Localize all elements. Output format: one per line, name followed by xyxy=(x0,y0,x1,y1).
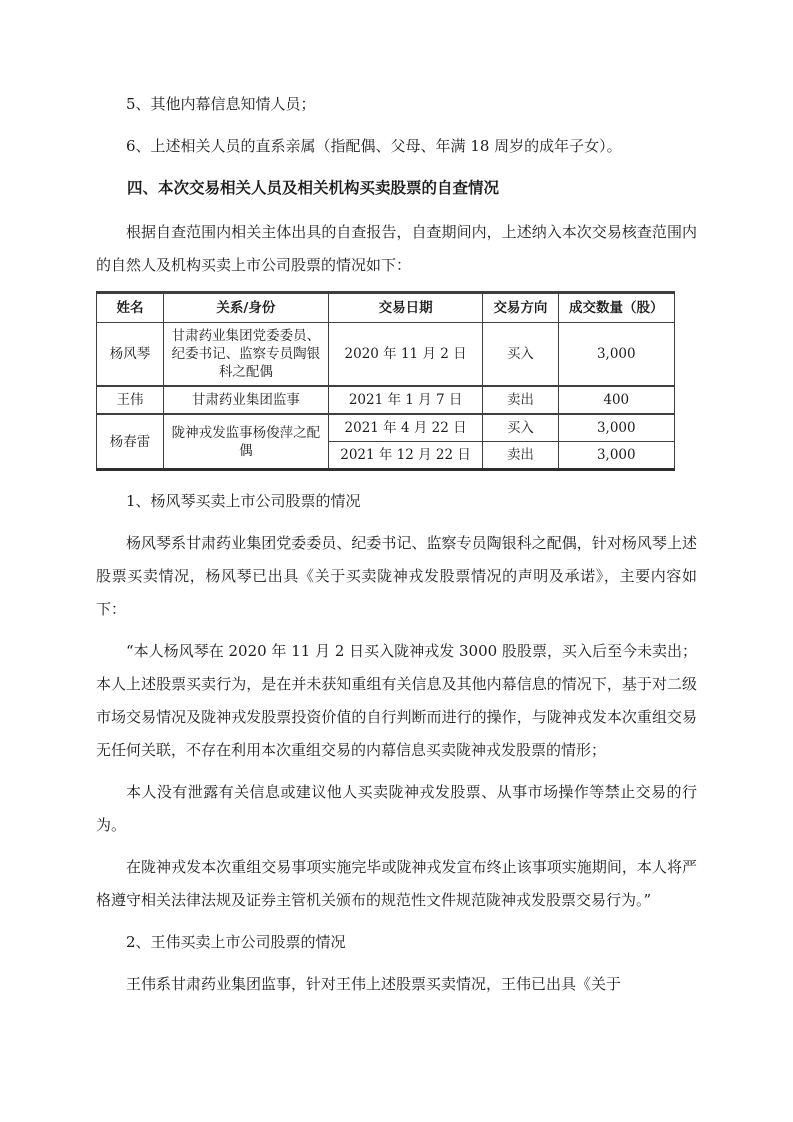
header-name: 姓名 xyxy=(97,293,164,323)
table-row xyxy=(97,414,675,442)
header-direction: 交易方向 xyxy=(483,293,558,323)
cell-date: 2020 年 11 月 2 日 xyxy=(328,323,483,387)
list-item-6: 6、上述相关人员的直系亲属（指配偶、父母、年满 18 周岁的成年子女）。 xyxy=(126,137,622,155)
list-item-5: 5、其他内幕信息知情人员； xyxy=(126,95,316,113)
cell-name: 杨风琴 xyxy=(97,323,164,387)
quote-paragraph-2: 本人没有泄露有关信息或建议他人买卖陇神戎发股票、从事市场操作等禁止交易的行为。 xyxy=(96,783,697,834)
cell-quantity: 3,000 xyxy=(558,442,674,470)
section-heading: 四、本次交易相关人员及相关机构买卖股票的自查情况 xyxy=(127,179,500,197)
intro-paragraph: 根据自查范围内相关主体出具的自查报告，自查期间内，上述纳入本次交易核查范围内的自然人及机构买卖上市公司股票的情况如下： xyxy=(96,223,697,274)
header-quantity: 成交数量（股） xyxy=(558,293,674,323)
cell-direction: 买入 xyxy=(483,414,558,442)
cell-date: 2021 年 12 月 22 日 xyxy=(328,442,483,470)
table-header-row xyxy=(97,293,675,323)
cell-direction: 卖出 xyxy=(483,442,558,470)
cell-direction: 买入 xyxy=(483,323,558,387)
quote-paragraph-3: 在陇神戎发本次重组交易事项实施完毕或陇神戎发宣布终止该事项实施期间，本人将严格遵守相关法律法规及证券主管机关颁布的规范性文件规范陇神戎发股票交易行为。” xyxy=(96,858,697,909)
cell-relation: 甘肃药业集团监事 xyxy=(163,386,328,414)
table-row xyxy=(97,386,675,414)
cell-quantity: 400 xyxy=(558,386,674,414)
cell-name: 杨春雷 xyxy=(97,414,164,470)
cell-quantity: 3,000 xyxy=(558,414,674,442)
cell-date: 2021 年 4 月 22 日 xyxy=(328,414,483,442)
header-relation: 关系/身份 xyxy=(163,293,328,323)
trade-table xyxy=(96,291,675,471)
subsection-1-heading: 1、杨风琴买卖上市公司股票的情况 xyxy=(126,492,361,510)
subsection-2-heading: 2、王伟买卖上市公司股票的情况 xyxy=(126,933,346,951)
quote-paragraph-1: “本人杨风琴在 2020 年 11 月 2 日买入陇神戎发 3000 股股票，买入后至今未卖出；本人上述股票买卖行为，是在并未获知重组有关信息及其他内幕信息的情况下，基于对二级市场交易情况及陇神戎发股票投资价值的自行判断而进行的操作，与陇神戎发本次重组交易无任何关联，不存在利用本次重组交易的内幕信息买卖陇神戎发股票的情形； xyxy=(96,642,697,759)
header-date: 交易日期 xyxy=(328,293,483,323)
cell-date: 2021 年 1 月 7 日 xyxy=(328,386,483,414)
subsection-2-paragraph: 王伟系甘肃药业集团监事，针对王伟上述股票买卖情况，王伟已出具《关于 xyxy=(126,975,622,993)
cell-direction: 卖出 xyxy=(483,386,558,414)
cell-relation: 陇神戎发监事杨俊萍之配偶 xyxy=(163,414,328,470)
cell-quantity: 3,000 xyxy=(558,323,674,387)
cell-name: 王伟 xyxy=(97,386,164,414)
cell-relation: 甘肃药业集团党委委员、纪委书记、监察专员陶银科之配偶 xyxy=(163,323,328,387)
table-row xyxy=(97,323,675,387)
subsection-1-paragraph: 杨风琴系甘肃药业集团党委委员、纪委书记、监察专员陶银科之配偶，针对杨风琴上述股票买卖情况，杨风琴已出具《关于买卖陇神戎发股票情况的声明及承诺》，主要内容如下： xyxy=(96,534,697,618)
